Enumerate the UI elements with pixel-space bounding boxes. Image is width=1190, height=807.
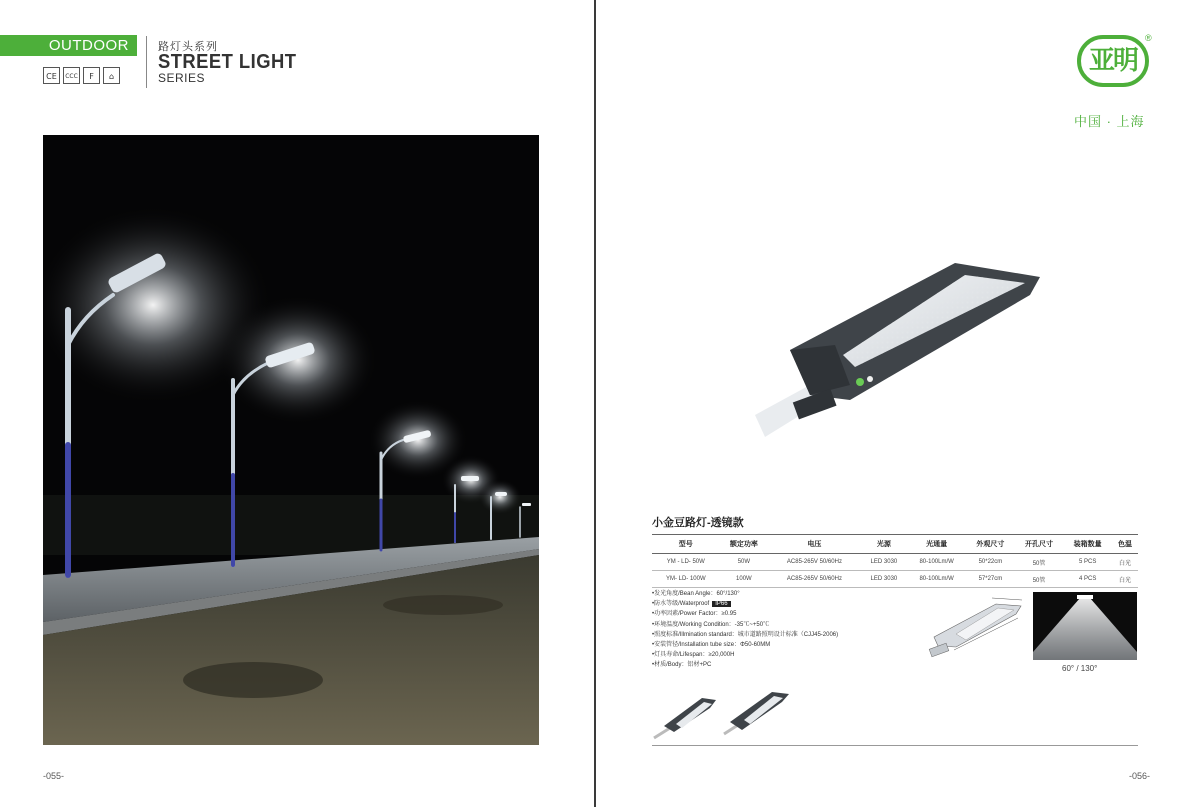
table-header: 外观尺寸 [966, 535, 1015, 554]
table-header: 额定功率 [720, 535, 769, 554]
series-name-cn: 路灯头系列 [158, 41, 218, 53]
feature-item: •安装管径/Installation tube size：Φ50-60MM [652, 642, 771, 649]
table-header: 光源 [861, 535, 908, 554]
table-header: 装箱数量 [1063, 535, 1112, 554]
feature-text: •防水等级/Waterproof [652, 601, 710, 608]
spec-table [652, 534, 1138, 588]
table-cell: AC85-265V 50/60Hz [768, 571, 860, 588]
feature-item: •照度标准/Illmination standard：城市道路照明设计标准（CJJ45-2006) [652, 631, 839, 638]
feature-item: •灯具寿命/Lifespan：≥20,000H [652, 652, 735, 659]
table-cell: YM - LD- 50W [652, 554, 720, 571]
dimension-diagram [926, 592, 1026, 660]
bottom-rule [652, 745, 1138, 746]
logo-location: 中国 · 上海 [1074, 114, 1145, 129]
table-cell: 50管 [1015, 554, 1064, 571]
table-header: 电压 [768, 535, 860, 554]
page-number: -056- [1129, 771, 1151, 781]
table-header-row [652, 535, 1138, 554]
f-mark-icon: F [83, 67, 100, 84]
product-thumbnails [652, 688, 797, 740]
table-row [652, 554, 1138, 571]
ccc-mark-icon: CCC [63, 67, 80, 84]
feature-item: •发光角度/Bean Angle：60°/130° [652, 591, 740, 597]
feature-item: •环境温度/Working Condition：-35℃~+50℃ [652, 621, 770, 628]
table-row [652, 571, 1138, 588]
table-header: 开孔尺寸 [1015, 535, 1064, 554]
table-cell: YM- LD- 100W [652, 571, 720, 588]
table-cell: LED 3030 [861, 571, 908, 588]
table-cell: 57*27cm [966, 571, 1015, 588]
night-street-photo [43, 135, 539, 745]
yaming-logo: 亚明 [1077, 35, 1149, 87]
beam-angle-label: 60° / 130° [1062, 664, 1098, 673]
feature-list [652, 589, 838, 671]
header-divider [146, 36, 147, 88]
table-cell: 5 PCS [1063, 554, 1112, 571]
feature-item: •材质/Body：铝材+PC [652, 662, 712, 669]
series-title: STREET LIGHT [158, 51, 297, 73]
ip-rating-badge: IP66 [712, 601, 730, 607]
table-cell: 白光 [1112, 571, 1138, 588]
series-subtitle: SERIES [158, 71, 206, 85]
registered-mark: ® [1145, 33, 1152, 43]
certification-marks [43, 67, 120, 84]
street-light-product-image [755, 255, 1045, 445]
category-tab: OUTDOOR [0, 35, 137, 56]
table-cell: 白光 [1112, 554, 1138, 571]
table-cell: AC85-265V 50/60Hz [768, 554, 860, 571]
feature-item [652, 599, 838, 609]
table-cell: 80-100Lm/W [907, 554, 966, 571]
table-cell: 50管 [1015, 571, 1064, 588]
table-cell: 50W [720, 554, 769, 571]
table-cell: 100W [720, 571, 769, 588]
table-cell: 4 PCS [1063, 571, 1112, 588]
beam-angle-image [1033, 592, 1137, 660]
page-number: -055- [43, 771, 65, 781]
product-title: 小金豆路灯-透镜款 [652, 517, 744, 529]
feature-item: •功率因素/Power Factor：≥0.95 [652, 611, 737, 618]
table-header: 光通量 [907, 535, 966, 554]
table-cell: LED 3030 [861, 554, 908, 571]
table-header: 型号 [652, 535, 720, 554]
house-mark-icon: ⌂ [103, 67, 120, 84]
table-cell: 50*22cm [966, 554, 1015, 571]
ce-mark-icon: CE [43, 67, 60, 84]
table-cell: 80-100Lm/W [907, 571, 966, 588]
table-header: 色温 [1112, 535, 1138, 554]
